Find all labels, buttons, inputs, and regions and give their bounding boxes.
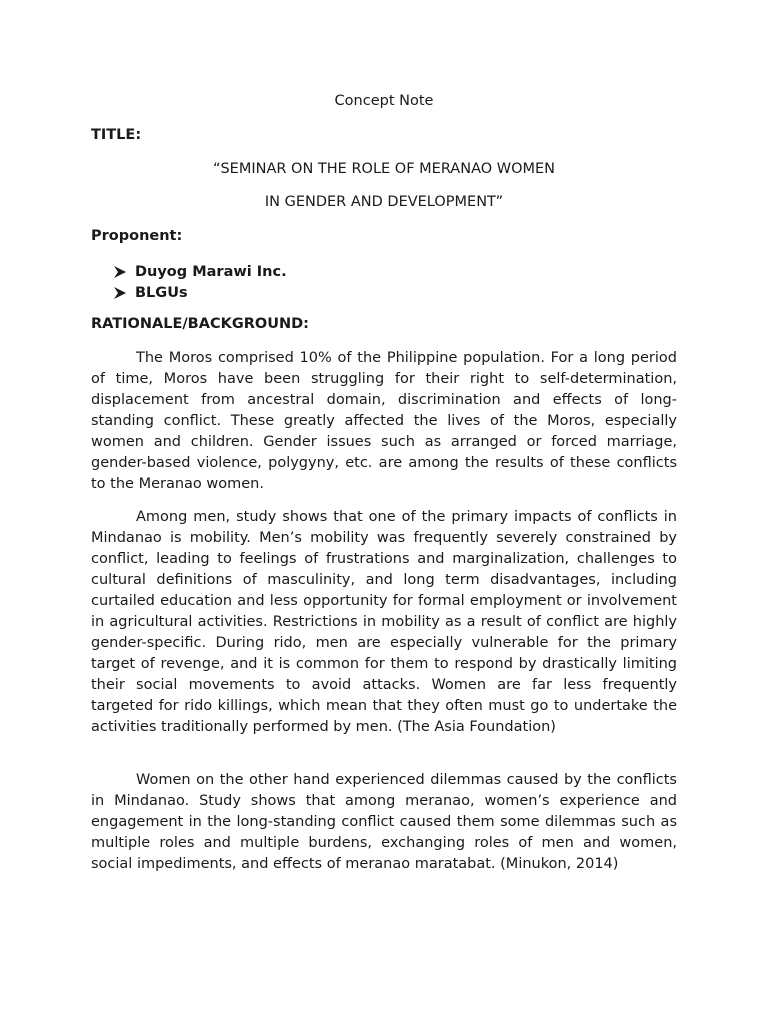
- title-label: TITLE:: [91, 127, 142, 143]
- body-paragraph: Women on the other hand experienced dilemmas caused by the conflicts in Mindanao. Study shows that among meranao, women’s experience and engagement in the long-standing conflict caused them some dilemmas such as multiple roles and multiple burdens, exchanging roles of men and women, social impediments, and effects of meranao maratabat. (Minukon, 2014): [91, 772, 677, 872]
- arrowhead-bullet-icon: [113, 286, 127, 300]
- seminar-title-line-1: “SEMINAR ON THE ROLE OF MERANAO WOMEN: [212, 161, 556, 177]
- arrowhead-bullet-icon: [113, 265, 127, 279]
- document-type-heading: Concept Note: [334, 93, 434, 109]
- proponent-name: Duyog Marawi Inc.: [135, 263, 287, 280]
- proponent-name: BLGUs: [135, 284, 188, 301]
- proponent-item: [113, 261, 287, 282]
- seminar-title-line-2: IN GENDER AND DEVELOPMENT”: [264, 194, 504, 210]
- proponent-label: Proponent:: [91, 228, 183, 244]
- body-paragraph: The Moros comprised 10% of the Philippine population. For a long period of time, Moros have been struggling for their right to self-determination, displacement from ancestral domain, discrimination and effects of long-standing conflict. These greatly affected the lives of the Moros, especially women and children. Gender issues such as arranged or forced marriage, gender-based violence, polygyny, etc. are among the results of these conflicts to the Meranao women.: [91, 350, 677, 492]
- proponent-item: [113, 282, 287, 303]
- body-paragraph: Among men, study shows that one of the primary impacts of conflicts in Mindanao is mobility. Men’s mobility was frequently severely constrained by conflict, leading to feelings of frustrations and marginalization, challenges to cultural definitions of masculinity, and long term disadvantages, including curtailed education and less opportunity for formal employment or involvement in agricultural activities. Restrictions in mobility as a result of conflict are highly gender-specific. During rido, men are especially vulnerable for the primary target of revenge, and it is common for them to respond by drastically limiting their social movements to avoid attacks. Women are far less frequently targeted for rido killings, which mean that they often must go to undertake the activities traditionally performed by men. (The Asia Foundation): [91, 509, 677, 735]
- rationale-label: RATIONALE/BACKGROUND:: [91, 316, 309, 332]
- proponent-list: [113, 261, 287, 303]
